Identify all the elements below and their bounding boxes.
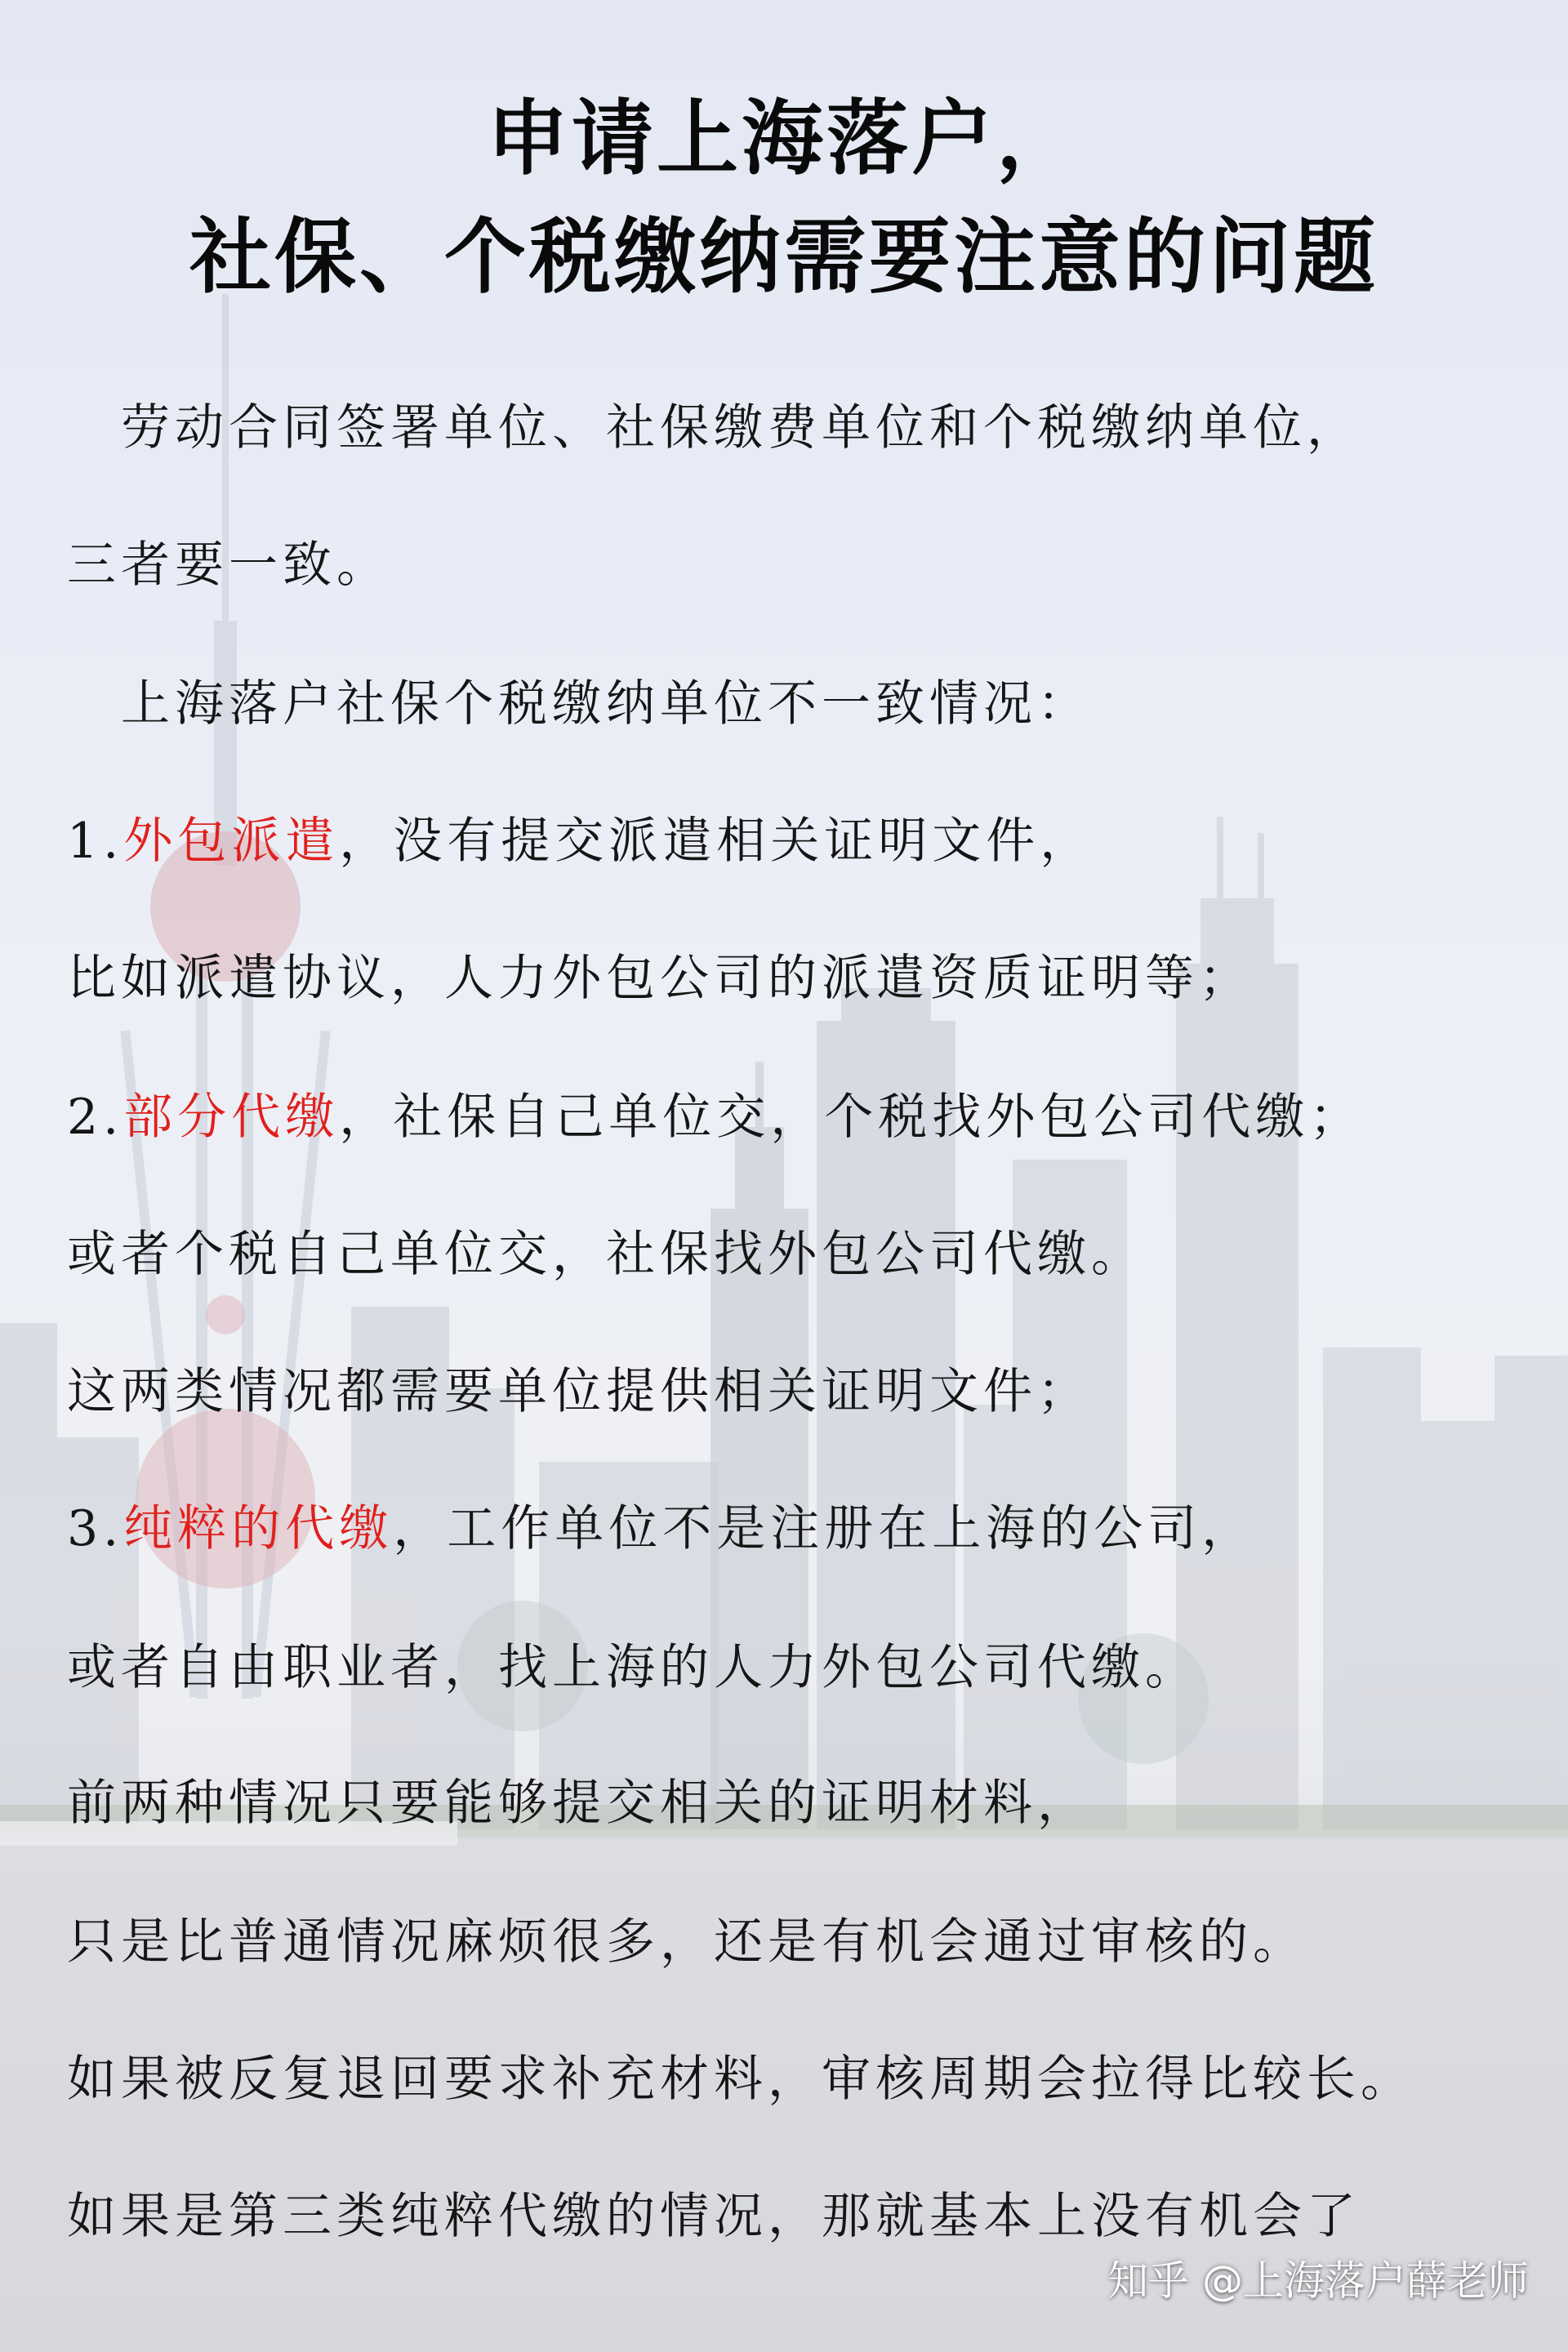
conclusion-line-3: 如果被反复退回要求补充材料，审核周期会拉得比较长。	[67, 2051, 1414, 2108]
case-3-number: 3.	[67, 1500, 124, 1557]
case-1-highlight: 外包派遣	[123, 813, 340, 870]
case-2-number: 2.	[67, 1089, 124, 1146]
case-3-text: ，工作单位不是注册在上海的公司，	[393, 1500, 1256, 1557]
case-2-text: ，社保自己单位交，个税找外包公司代缴；	[339, 1089, 1364, 1146]
case-2-line-2: 或者个税自己单位交，社保找外包公司代缴。	[67, 1226, 1145, 1283]
title-line-1: 申请上海落户，	[487, 91, 1081, 186]
case-3-line-2: 或者自由职业者，找上海的人力外包公司代缴。	[67, 1639, 1199, 1696]
paragraph-2-intro: 上海落户社保个税缴纳单位不一致情况：	[121, 675, 1091, 733]
zhihu-watermark: 知乎 @上海落户薛老师	[1107, 2257, 1529, 2305]
conclusion-line-1: 前两种情况只要能够提交相关的证明材料，	[67, 1775, 1091, 1832]
case-1-line-1	[67, 808, 1094, 874]
case-2-line-3: 这两类情况都需要单位提供相关证明文件；	[67, 1363, 1091, 1420]
case-1-text: ，没有提交派遣相关证明文件，	[339, 813, 1094, 870]
title-line-2: 社保、个税缴纳需要注意的问题	[189, 209, 1379, 305]
case-2-line-1	[67, 1085, 1363, 1150]
case-2-highlight: 部分代缴	[123, 1089, 340, 1146]
case-3-highlight: 纯粹的代缴	[123, 1500, 394, 1557]
case-3-line-1	[67, 1496, 1255, 1561]
case-1-line-2: 比如派遣协议，人力外包公司的派遣资质证明等；	[67, 950, 1253, 1007]
conclusion-line-2: 只是比普通情况麻烦很多，还是有机会通过审核的。	[67, 1913, 1307, 1971]
case-1-number: 1.	[67, 813, 124, 870]
paragraph-1-line-1: 劳动合同签署单位、社保缴费单位和个税缴纳单位，	[121, 399, 1361, 457]
conclusion-line-4: 如果是第三类纯粹代缴的情况，那就基本上没有机会了	[67, 2188, 1361, 2245]
paragraph-1-line-2: 三者要一致。	[67, 537, 390, 594]
